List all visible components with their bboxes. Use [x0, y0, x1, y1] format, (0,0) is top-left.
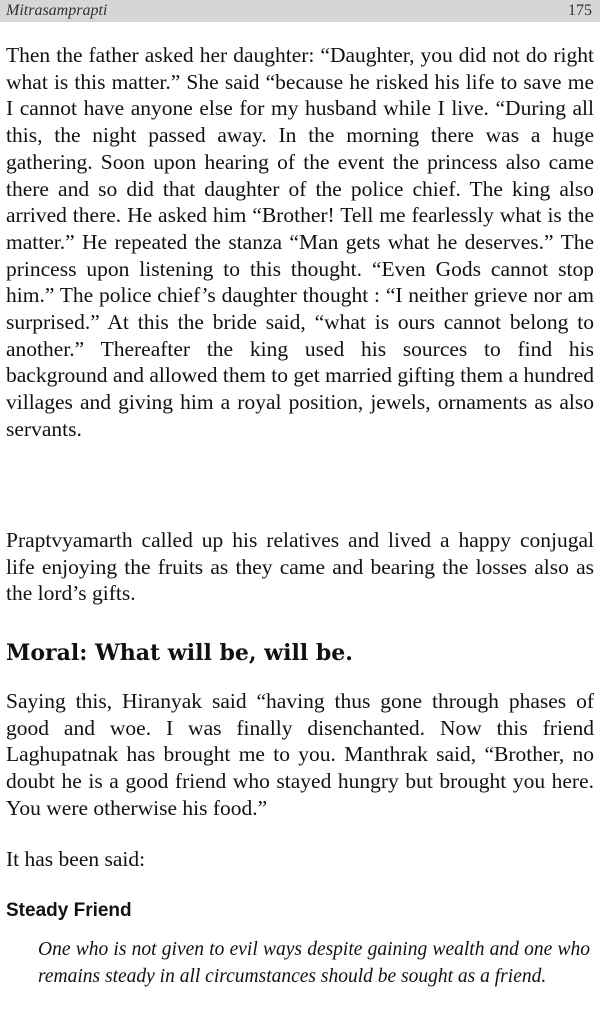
chapter-title: Mitrasamprapti [6, 2, 108, 19]
paragraph-happy-life: Praptvyamarth called up his relatives and lived a happy conjugal life enjoying the fruits as they came and bearing the losses also as the lord’s gifts. [6, 528, 594, 606]
page-number: 175 [568, 2, 592, 19]
paragraph-story-ending: Then the father asked her daughter: “Daughter, you did not do right what is this matter.” She said “because he risked his life to save me I cannot have anyone else for my husband while I live. “During all this, the night passed away. In the morning there was a huge gathering. Soon upon hearing of the event the princess also came there and so did that daughter of the police chief. The king also arrived there. He asked him “Brother! Tell me fearlessly what is the matter.” He repeated the stanza “Man gets what he deserves.” The princess upon listening to this thought. “Even Gods cannot stop him.” The police chief’s daughter thought : “I neither grieve nor am surprised.” At this the bride said, “what is ours cannot belong to another.” Thereafter the king used his sources to find his background and allowed them to get married gifting them a hundred villages and giving him a royal position, jewels, ornaments as also servants. [6, 43, 594, 441]
paragraph-hiranyak: Saying this, Hiranyak said “having thus gone through phases of good and woe. I was finally disenchanted. Now this friend Laghupatnak has brought me to you. Manthrak said, “Brother, no doubt he is a good friend who stayed hungry but brought you here. You were otherwise his food.” [6, 689, 594, 820]
running-header [0, 0, 600, 22]
moral-heading: Moral: What will be, will be. [6, 640, 353, 666]
steady-friend-heading: Steady Friend [6, 900, 132, 921]
quote-stanza: One who is not given to evil ways despite gaining wealth and one who remains steady in all circumstances should be sought as a friend. [38, 939, 590, 987]
paragraph-it-has-been-said: It has been said: [6, 847, 146, 871]
